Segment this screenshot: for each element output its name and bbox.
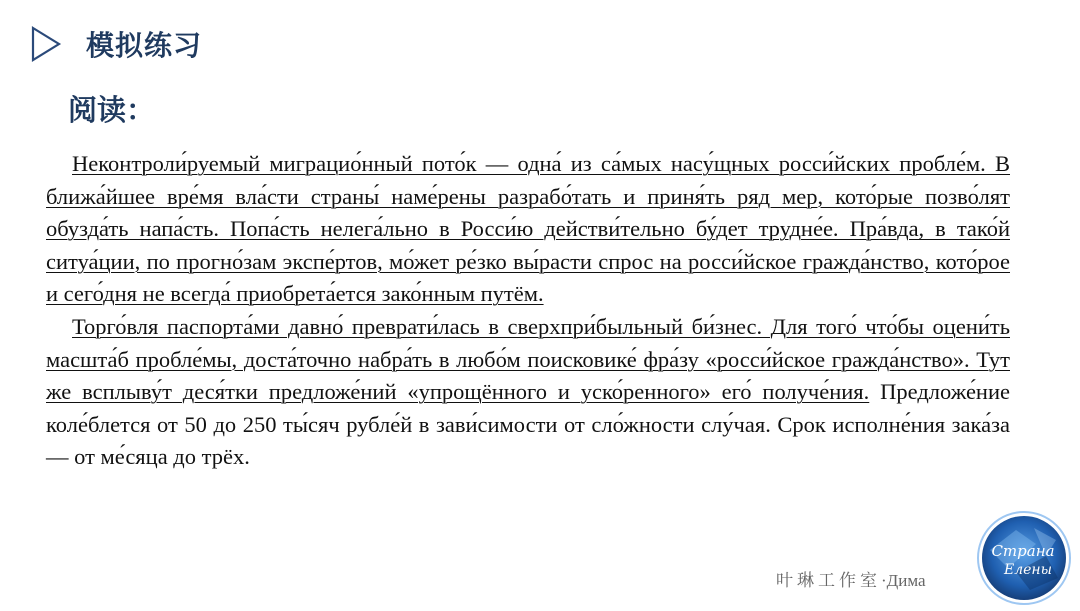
brand-logo xyxy=(976,510,1072,606)
credit-separator: · xyxy=(881,571,887,590)
footer-credit xyxy=(776,566,926,591)
underlined-text: Неконтроли́руемый миграцио́нный пото́к — одна́ из са́мых насу́щных росси́йских пробле́м. В ближа́йшее вре́мя вла́сти страны́ наме́рены разрабо́тать и приня́ть ряд мер, кото́рые позво́лят обузда́ть напа́сть. Попа́сть нелега́льно в Росси́ю действи́тельно бу́дет трудне́е. Пра́вда, в тако́й ситуа́ции, по прогно́зам экспе́ртов, мо́жет ре́зко вы́расти спрос на росси́йское гражда́нство, кото́рое и сего́дня не всегда́ приобрета́ется зако́нным путём. xyxy=(46,151,1010,307)
reading-heading: 阅读： xyxy=(68,93,156,127)
reading-paragraph-2 xyxy=(46,311,1010,474)
logo-line-1: Страна xyxy=(991,542,1055,560)
reading-paragraph-1 xyxy=(46,148,1010,311)
credit-studio: 叶琳工作室 xyxy=(776,571,881,591)
underlined-text: Торго́вля паспорта́ми давно́ преврати́лась в сверхпри́быльный би́знес. Для того́ что́бы оцени́ть масшта́б пробле́мы, доста́точно набра́ть в любо́м поисковике́ фра́зу «росси́йское гражда́нство». Тут же всплыву́т деся́тки предложе́ний «упрощённого и уско́ренного» его́ получе́ния. xyxy=(46,313,1010,405)
play-triangle-outline-icon xyxy=(30,25,62,63)
slide-header xyxy=(30,22,202,66)
section-title: 模拟练习 xyxy=(86,29,203,62)
reading-passage xyxy=(46,148,1010,474)
credit-author: Дима xyxy=(886,571,926,590)
logo-line-2: Елены xyxy=(1003,562,1053,578)
plain-text: Предложе́ние коле́блется от 50 до 250 ты́сяч рубле́й в зави́симости от сло́жности слу́чая. Срок исполне́ния зака́за — от ме́сяца до трёх. xyxy=(46,379,1010,470)
